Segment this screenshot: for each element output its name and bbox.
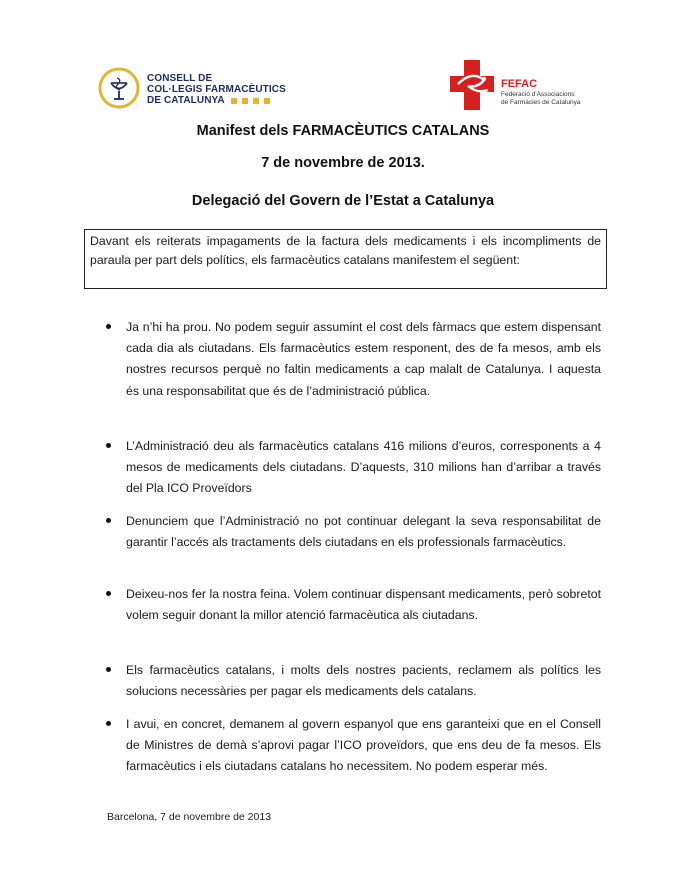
fefac-subtitle-2: de Farmàcies de Catalunya [501,99,581,106]
bullet-icon [106,721,111,726]
footer-date: Barcelona, 7 de novembre de 2013 [107,811,272,823]
list-item-text: L’Administració deu als farmacèutics catalans 416 milions d’euros, corresponents a 4 mesos de medicaments dels ciutadans. D’aquests, 310 milions han d’arribar a través del Pla ICO Proveïdors [126,439,601,496]
bullet-icon [106,443,111,448]
list-item [126,714,601,778]
bullet-icon [106,591,111,596]
logo-line-1: CONSELL DE [147,73,213,84]
bullet-icon [106,518,111,523]
document-place: Delegació del Govern de l’Estat a Catalunya [191,193,495,209]
red-cross-serpent-icon [448,58,496,112]
fefac-brand: FEFAC [501,78,538,90]
fefac-logo [448,58,608,114]
logo-line-3: DE CATALUNYA [147,95,225,106]
list-item [126,317,601,402]
list-item-text: Ja n’hi ha prou. No podem seguir assumint el cost dels fàrmacs que estem dispensant cada dia als ciutadans. Els farmacèutics estem responent, des de fa mesos, amb els nostres recursos perquè no faltin medicaments a cap malalt de Catalunya. I aquesta és una responsabilitat que és de l’administració pública. [126,320,601,398]
caduceus-cup-icon [97,66,141,110]
list-item [126,584,601,626]
ccfc-logo [97,66,287,112]
list-item-text: Denunciem que l’Administració no pot continuar delegant la seva responsabilitat de garantir l’accés als tractaments dels ciutadans en els professionals farmacèutics. [126,514,601,550]
list-item-text: Els farmacèutics catalans, i molts dels nostres pacients, reclamem als polítics les solucions necessàries per pagar els medicaments dels catalans. [126,663,601,699]
intro-box: Davant els reiterats impagaments de la factura dels medicaments i els incompliments de paraula per part dels polítics, els farmacèutics catalans manifestem el següent: [84,229,607,289]
list-item [126,436,601,500]
bullet-icon [106,324,111,329]
document-title: Manifest dels FARMACÈUTICS CATALANS [196,123,490,139]
document-date: 7 de novembre de 2013. [261,155,425,171]
accent-squares [231,98,270,104]
logo-line-2: COL·LEGIS FARMACÈUTICS [147,84,286,95]
list-item-text: I avui, en concret, demanem al govern espanyol que ens garanteixi que en el Consell de Ministres de demà s’aprovi pagar l’ICO proveïdors, que ens deu de fa mesos. Els farmacèutics i els ciutadans catalans ho necessitem. No podem esperar més. [126,717,601,774]
list-item [126,660,601,702]
list-item [126,511,601,553]
bullet-icon [106,667,111,672]
list-item-text: Deixeu-nos fer la nostra feina. Volem continuar dispensant medicaments, però sobretot volem seguir donant la millor atenció farmacèutica als ciutadans. [126,587,601,623]
fefac-subtitle-1: Federació d'Associacions [501,91,575,98]
